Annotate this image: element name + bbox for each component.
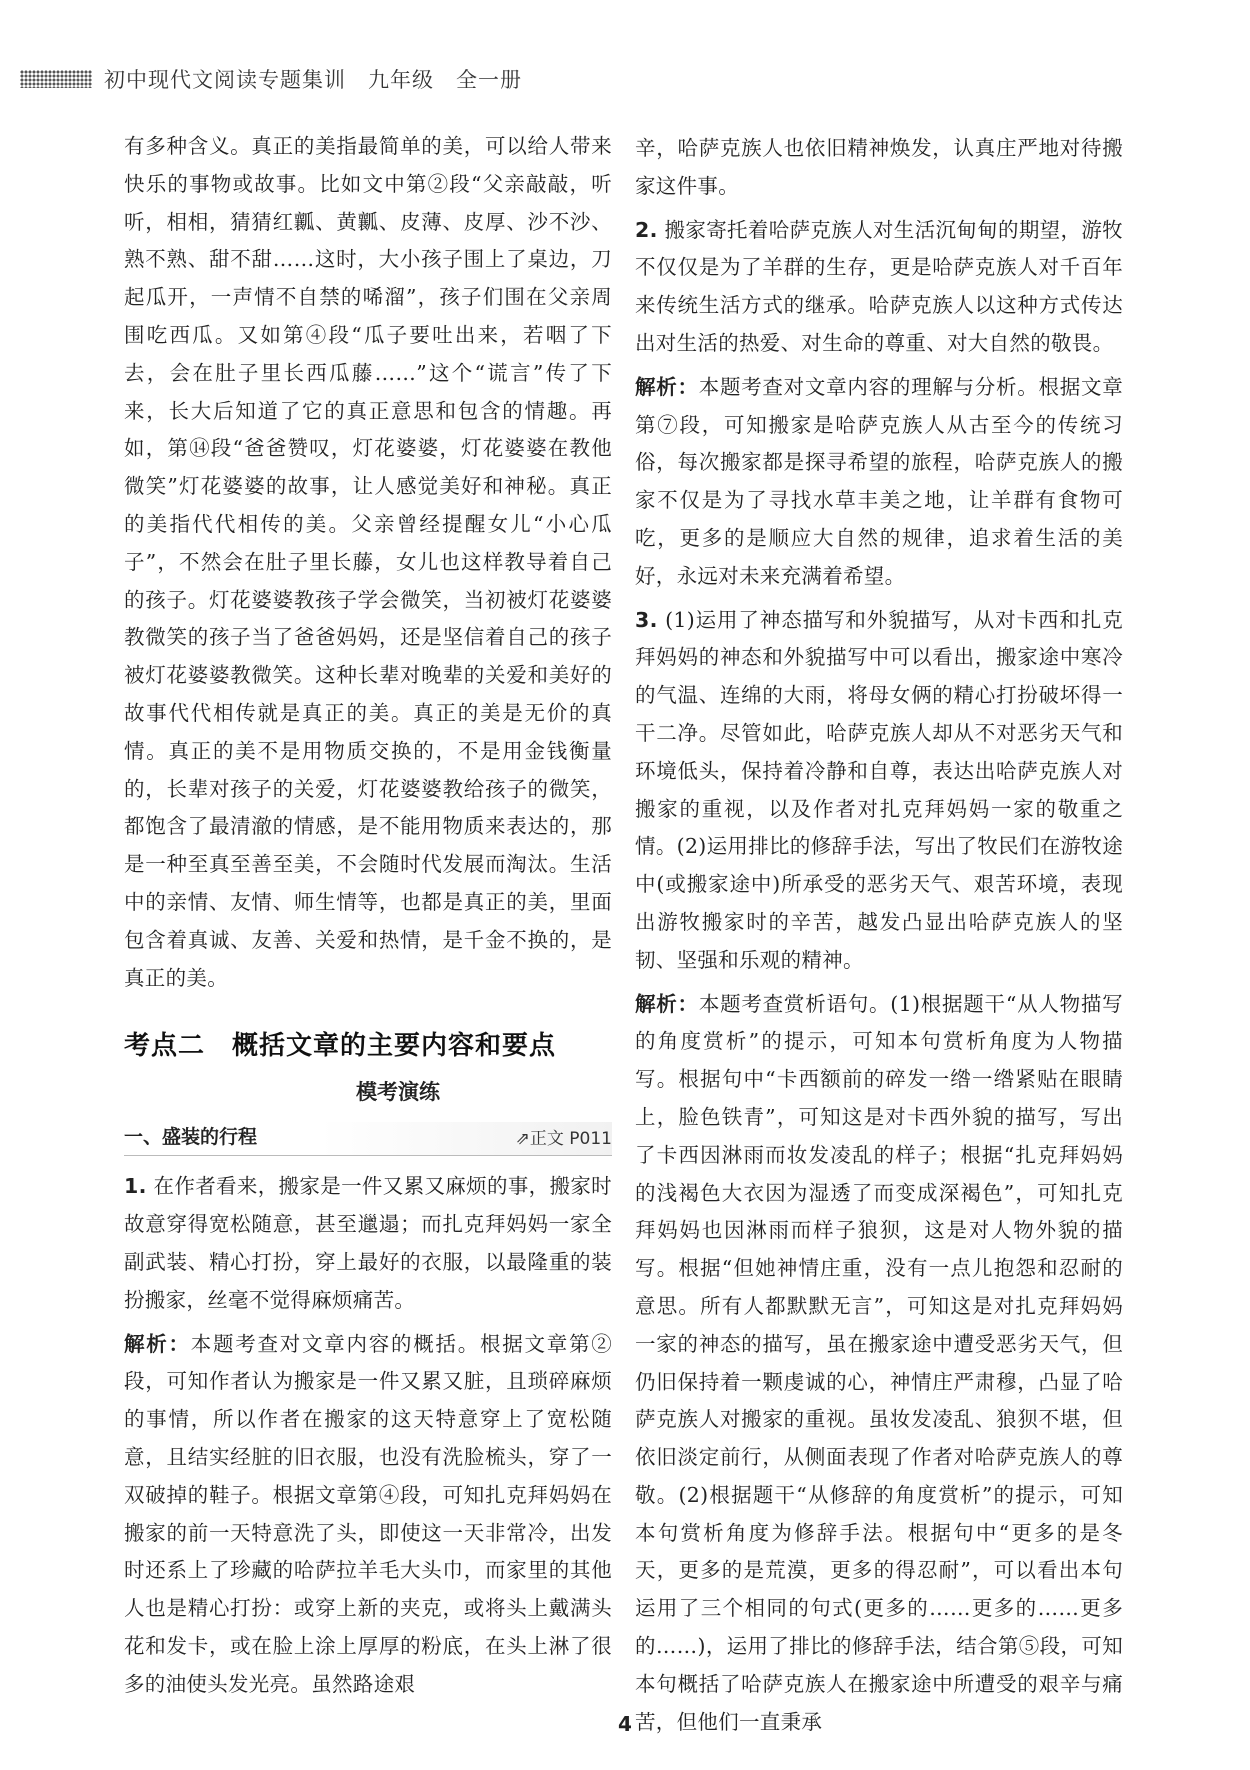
- dot-pattern-icon: [20, 70, 92, 88]
- analysis-text: 本题考查对文章内容的概括。根据文章第②段，可知作者认为搬家是一件又累又脏，且琐碎麻烦的事情，所以作者在搬家的这天特意穿上了宽松随意，且结实经脏的旧衣服，也没有洗脸梳头，穿了一双破掉的鞋子。根据文章第④段，可知扎克拜妈妈在搬家的前一天特意洗了头，即使这一天非常冷，出发时还系上了珍藏的哈萨拉羊毛大头巾，而家里的其他人也是精心打扮：或穿上新的夹克，或将头上戴满头花和发卡，或在脸上涂上厚厚的粉底，在头上淋了很多的油使头发光亮。虽然路途艰: [124, 1331, 612, 1696]
- kaodian-heading: 考点二 概括文章的主要内容和要点: [124, 1031, 557, 1062]
- continued-answer-paragraph: 有多种含义。真正的美指最简单的美，可以给人带来快乐的事物或故事。比如文中第②段“父亲敲敲，听听，相相，猜猜红瓤、黄瓤、皮薄、皮厚、沙不沙、熟不熟、甜不甜……这时，大小孩子围上了桌边，刀起瓜开，一声情不自禁的唏溜”，孩子们围在父亲周围吃西瓜。又如第④段“瓜子要吐出来，若咽了下去，会在肚子里长西瓜藤……”这个“谎言”传了下来，长大后知道了它的真正意思和包含的情趣。再如，第⑭段“爸爸赞叹，灯花婆婆，灯花婆婆在教他微笑”灯花婆婆的故事，让人感觉美好和神秘。真正的美指代代相传的美。父亲曾经提醒女儿“小心瓜子”，不然会在肚子里长藤，女儿也这样教导着自己的孩子。灯花婆婆教孩子学会微笑，当初被灯花婆婆教微笑的孩子当了爸爸妈妈，还是坚信着自己的孩子被灯花婆婆教微笑。这种长辈对晚辈的关爱和美好的故事代代相传就是真正的美。真正的美是无价的真情。真正的美不是用物质交换的，不是用金钱衡量的，长辈对孩子的关爱，灯花婆婆教给孩子的微笑，都饱含了最清澈的情感，是不能用物质来表达的，那是一种至真至善至美，不会随时代发展而淘汰。生活中的亲情、友情、师生情等，也都是真正的美，里面包含着真诚、友善、关爱和热情，是千金不换的，是真正的美。: [124, 134, 612, 990]
- answer-number: 2.: [635, 217, 658, 242]
- right-column: [635, 130, 1123, 1741]
- answer-text: 搬家寄托着哈萨克族人对生活沉甸甸的期望，游牧不仅仅是为了羊群的生存，更是哈萨克族人对千百年来传统生活方式的继承。哈萨克族人以这种方式传达出对生活的热爱、对生命的尊重、对大自然的敬畏。: [635, 217, 1123, 355]
- analysis-text: 本题考查对文章内容的理解与分析。根据文章第⑦段，可知搬家是哈萨克族人从古至今的传统习俗，每次搬家都是探寻希望的旅程，哈萨克族人的搬家不仅是为了寻找水草丰美之地，让羊群有食物可吃，更多的是顺应大自然的规律，追求着生活的美好，永远对未来充满着希望。: [635, 374, 1124, 588]
- analysis-3: [635, 986, 1123, 1742]
- analysis-1: [124, 1326, 612, 1704]
- text-page-reference: ⇗正文 P011: [515, 1129, 612, 1150]
- continued-analysis-paragraph: 辛，哈萨克族人也依旧精神焕发，认真庄严地对待搬家这件事。: [635, 136, 1123, 198]
- page-header: [20, 62, 522, 96]
- analysis-label: 解析：: [635, 374, 699, 399]
- answer-1: [124, 1168, 612, 1319]
- book-title: 初中现代文阅读专题集训 九年级 全一册: [104, 68, 522, 92]
- left-column: [124, 128, 612, 1703]
- page-number: 4: [618, 1712, 632, 1736]
- analysis-2: [635, 369, 1123, 596]
- section-header: [124, 1122, 612, 1156]
- answer-text: 在作者看来，搬家是一件又累又麻烦的事，搬家时故意穿得宽松随意，甚至邋遢；而扎克拜妈妈一家全副武装、精心打扮，穿上最好的衣服，以最隆重的装扮搬家，丝毫不觉得麻烦痛苦。: [124, 1174, 612, 1312]
- analysis-label: 解析：: [124, 1331, 191, 1356]
- answer-2: [635, 212, 1123, 363]
- mokao-subheading: 模考演练: [356, 1080, 440, 1105]
- answer-number: 3.: [635, 607, 658, 632]
- analysis-label: 解析：: [635, 991, 699, 1016]
- answer-3: [635, 602, 1123, 980]
- analysis-text: 本题考查赏析语句。(1)根据题干“从人物描写的角度赏析”的提示，可知本句赏析角度为人物描写。根据句中“卡西额前的碎发一绺一绺紧贴在眼睛上，脸色铁青”，可知这是对卡西外貌的描写，写出了卡西因淋雨而妆发凌乱的样子；根据“扎克拜妈妈的浅褐色大衣因为湿透了而变成深褐色”，可知扎克拜妈妈也因淋雨而样子狼狈，这是对人物外貌的描写。根据“但她神情庄重，没有一点儿抱怨和忍耐的意思。所有人都默默无言”，可知这是对扎克拜妈妈一家的神态的描写，虽在搬家途中遭受恶劣天气，但仍旧保持着一颗虔诚的心，神情庄严肃穆，凸显了哈萨克族人对搬家的重视。虽妆发凌乱、狼狈不堪，但依旧淡定前行，从侧面表现了作者对哈萨克族人的尊敬。(2)根据题干“从修辞的角度赏析”的提示，可知本句赏析角度为修辞手法。根据句中“更多的是冬天，更多的是荒漠，更多的得忍耐”，可以看出本句运用了三个相同的句式(更多的……更多的……更多的……)，运用了排比的修辞手法，结合第⑤段，可知本句概括了哈萨克族人在搬家途中所遭受的艰辛与痛苦，但他们一直秉承: [635, 991, 1123, 1734]
- answer-number: 1.: [124, 1174, 147, 1199]
- section-title: 一、盛装的行程: [124, 1126, 258, 1149]
- answer-text: (1)运用了神态描写和外貌描写，从对卡西和扎克拜妈妈的神态和外貌描写中可以看出，搬家途中寒冷的气温、连绵的大雨，将母女俩的精心打扮破坏得一干二净。尽管如此，哈萨克族人却从不对恶劣天气和环境低头，保持着冷静和自尊，表达出哈萨克族人对搬家的重视，以及作者对扎克拜妈妈一家的敬重之情。(2)运用排比的修辞手法，写出了牧民们在游牧途中(或搬家途中)所承受的恶劣天气、艰苦环境，表现出游牧搬家时的辛苦，越发凸显出哈萨克族人的坚韧、坚强和乐观的精神。: [635, 607, 1123, 972]
